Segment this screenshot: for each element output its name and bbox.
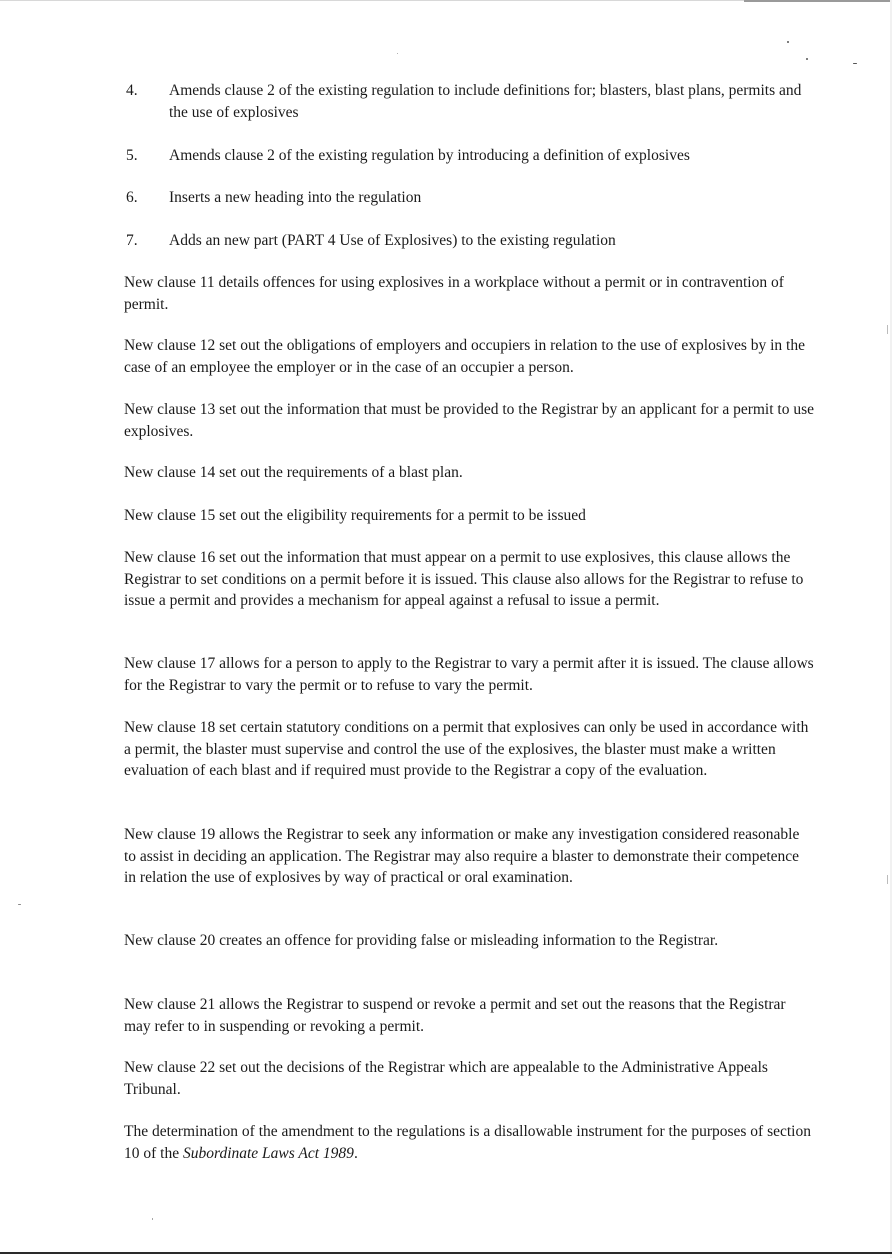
clause-12-paragraph: New clause 12 set out the obligations of employers and occupiers in relation to the use of explosives by in the case of an employee the employer or in the case of an occupier a person. bbox=[124, 337, 805, 376]
list-number: 4. bbox=[126, 82, 138, 99]
clause-17-paragraph: New clause 17 allows for a person to apply to the Registrar to vary a permit after it is issued. The clause allows for the Registrar to vary the permit or to refuse to vary the permit. bbox=[124, 655, 814, 694]
scan-mark bbox=[887, 875, 888, 884]
scan-edge-bottom bbox=[0, 1252, 892, 1254]
list-item-5 bbox=[126, 145, 806, 167]
clause-11-paragraph: New clause 11 details offences for using explosives in a workplace without a permit or in contravention of permit. bbox=[124, 274, 784, 313]
clause-22-paragraph: New clause 22 set out the decisions of the Registrar which are appealable to the Administrative Appeals Tribunal. bbox=[124, 1059, 768, 1098]
list-item-7 bbox=[126, 230, 806, 252]
clause-18-paragraph: New clause 18 set certain statutory conditions on a permit that explosives can only be used in accordance with a permit, the blaster must supervise and control the use of the explosives, the blaster must make a written evaluation of each blast and if required must provide to the Registrar a copy of the evaluation. bbox=[124, 719, 809, 779]
list-text: Amends clause 2 of the existing regulation by introducing a definition of explosives bbox=[169, 147, 690, 164]
clause-14-paragraph: New clause 14 set out the requirements of a blast plan. bbox=[124, 464, 463, 481]
scan-speck bbox=[787, 41, 789, 43]
list-item-6 bbox=[126, 187, 806, 209]
list-number: 7. bbox=[126, 232, 138, 249]
list-number: 6. bbox=[126, 189, 138, 206]
list-text: Inserts a new heading into the regulation bbox=[169, 189, 422, 206]
list-text: Adds an new part (PART 4 Use of Explosives) to the existing regulation bbox=[169, 232, 616, 249]
scan-speck bbox=[18, 904, 21, 905]
clause-20-paragraph: New clause 20 creates an offence for providing false or misleading information to the Registrar. bbox=[124, 932, 719, 949]
closing-period: . bbox=[353, 1144, 358, 1162]
list-text: Amends clause 2 of the existing regulation to include definitions for; blasters, blast plans, permits and the use of explosives bbox=[169, 82, 802, 121]
scan-speck bbox=[853, 63, 857, 64]
scan-speck bbox=[152, 1218, 153, 1220]
list-item-4 bbox=[126, 80, 806, 123]
scan-speck bbox=[397, 53, 398, 54]
scan-mark bbox=[887, 325, 888, 334]
clause-21-paragraph: New clause 21 allows the Registrar to suspend or revoke a permit and set out the reasons that the Registrar may refer to in suspending or revoking a permit. bbox=[124, 996, 786, 1035]
act-title: Subordinate Laws Act 1989 bbox=[182, 1144, 354, 1162]
scan-speck bbox=[806, 58, 808, 60]
closing-text: The determination of the amendment to the regulations is a disallowable instrument for the purposes of section 10 of the bbox=[124, 1123, 811, 1162]
closing-paragraph bbox=[124, 1121, 814, 1164]
clause-19-paragraph: New clause 19 allows the Registrar to seek any information or make any investigation considered reasonable to assist in deciding an application. The Registrar may also require a blaster to demonstrate their competence in relation the use of explosives by way of practical or oral examination. bbox=[124, 826, 800, 886]
clause-15-paragraph: New clause 15 set out the eligibility requirements for a permit to be issued bbox=[124, 507, 586, 524]
scan-edge-top-right bbox=[744, 0, 892, 2]
clause-13-paragraph: New clause 13 set out the information that must be provided to the Registrar by an applicant for a permit to use explosives. bbox=[124, 401, 814, 440]
clause-16-paragraph: New clause 16 set out the information that must appear on a permit to use explosives, this clause allows the Registrar to set conditions on a permit before it is issued. This clause also allows for the Registrar to refuse to issue a permit and provides a mechanism for appeal against a refusal to issue a permit. bbox=[124, 549, 804, 609]
list-number: 5. bbox=[126, 147, 138, 164]
